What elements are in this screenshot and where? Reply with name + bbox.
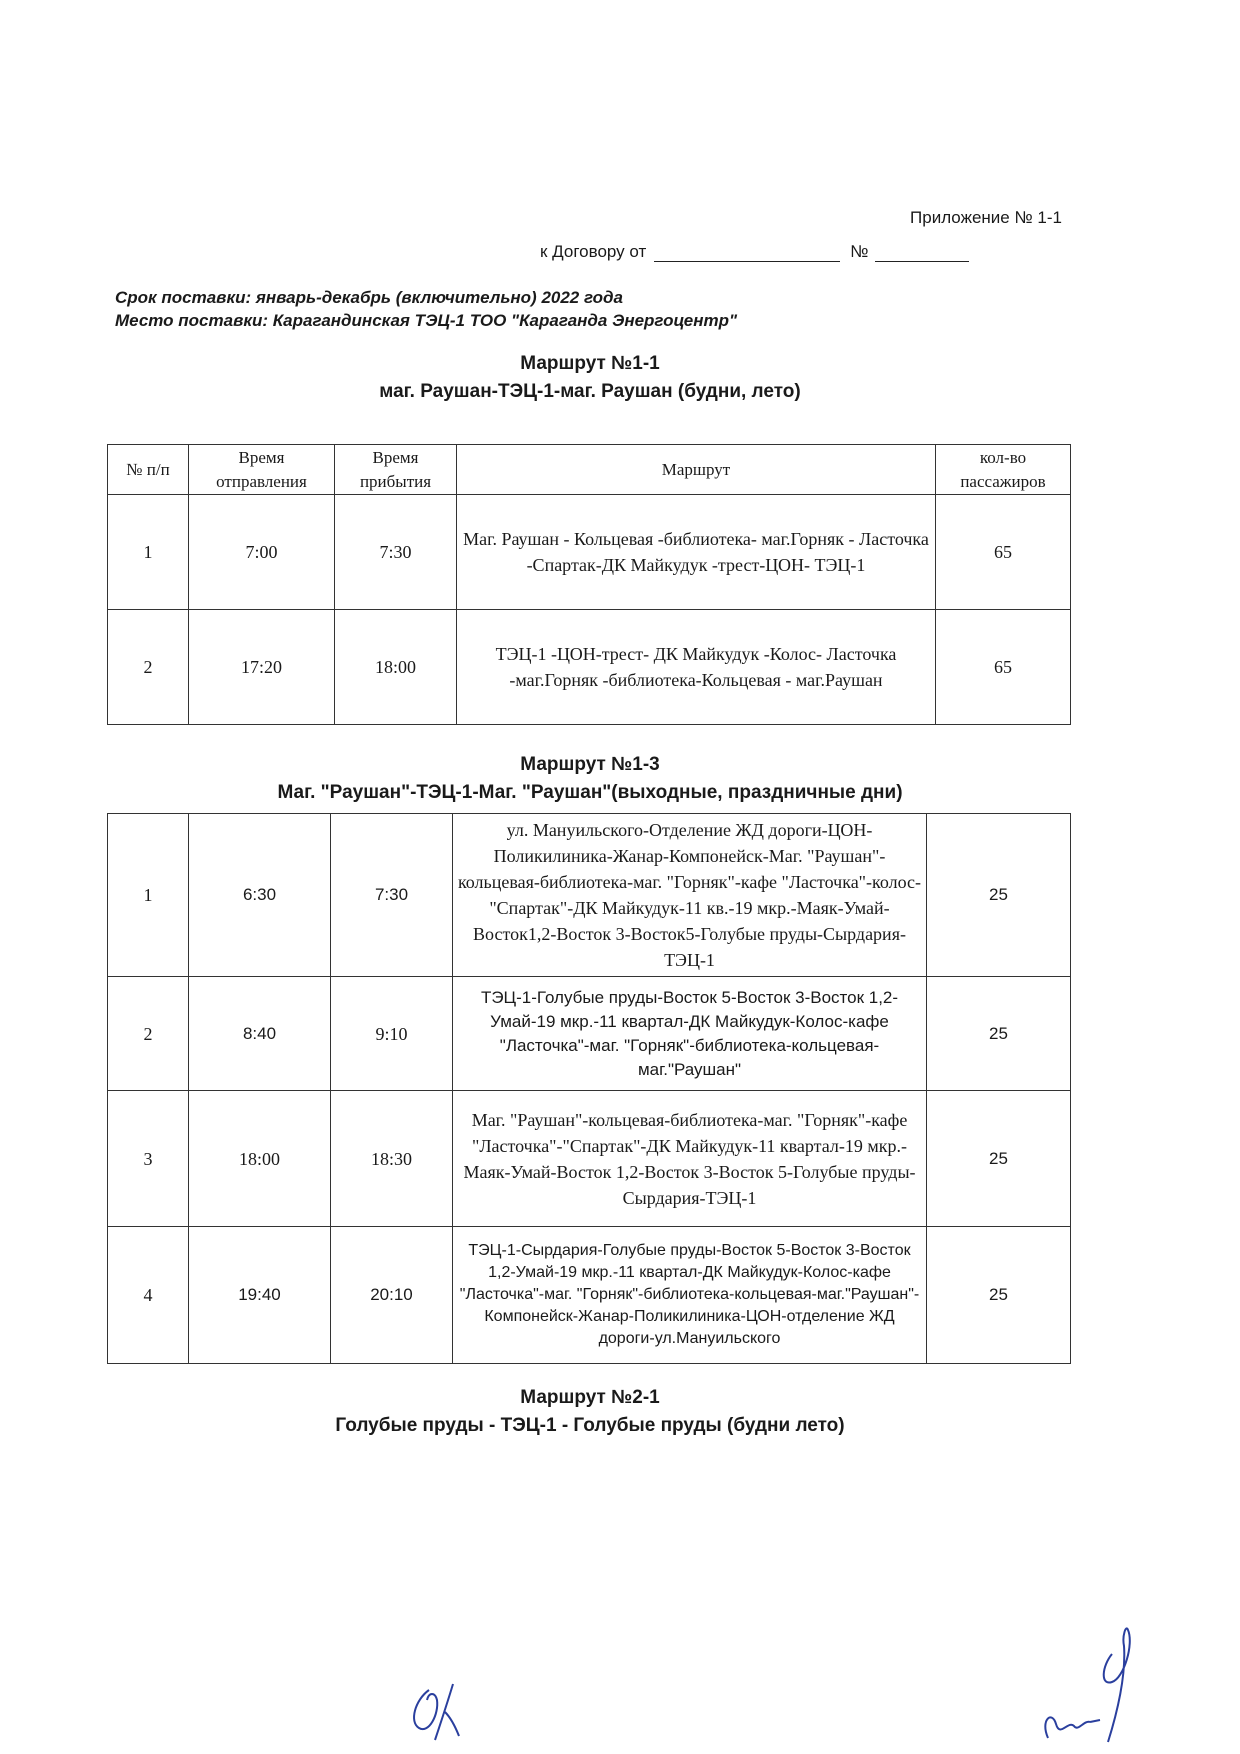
cell-passengers: 25 — [927, 1227, 1071, 1364]
cell-route: ул. Мануильского-Отделение ЖД дороги-ЦОН-Поликилиника-Жанар-Компонейск-Маг. "Раушан"-кольцевая-библиотека-маг. "Горняк"-кафе "Ласточка"-колос-"Спартак"-ДК Майкудук-11 кв.-19 мкр.-Маяк-Умай-Восток1,2-Восток 3-Восток5-Голубые пруды-Сырдария-ТЭЦ-1 — [453, 814, 927, 977]
route-2-1-title: Маршрут №2-1 — [520, 1387, 660, 1408]
col-header-arrival: Время прибытия — [335, 445, 457, 495]
cell-route: ТЭЦ-1 -ЦОН-трест- ДК Майкудук -Колос- Ласточка -маг.Горняк -библиотека-Кольцевая - маг.Раушан — [457, 610, 936, 725]
cell-arrival: 9:10 — [331, 977, 453, 1091]
col-header-num: № п/п — [108, 445, 189, 495]
route-1-3-heading — [0, 751, 1180, 807]
table-row — [108, 1091, 1071, 1227]
contract-date-blank — [654, 245, 840, 262]
col-header-departure: Время отправления — [189, 445, 335, 495]
contract-reference — [540, 242, 969, 262]
cell-passengers: 65 — [936, 610, 1071, 725]
cell-arrival: 18:00 — [335, 610, 457, 725]
table-row — [108, 495, 1071, 610]
cell-arrival: 18:30 — [331, 1091, 453, 1227]
cell-departure: 8:40 — [189, 977, 331, 1091]
cell-passengers: 65 — [936, 495, 1071, 610]
route-1-1-table — [107, 444, 1071, 725]
cell-passengers: 25 — [927, 977, 1071, 1091]
cell-num: 3 — [108, 1091, 189, 1227]
cell-departure: 6:30 — [189, 814, 331, 977]
cell-route: Маг. Раушан - Кольцевая -библиотека- маг.Горняк - Ласточка -Спартак-ДК Майкудук -трест-ЦОН- ТЭЦ-1 — [457, 495, 936, 610]
contract-number-blank — [875, 245, 969, 262]
table-header-row — [108, 445, 1071, 495]
table-row — [108, 610, 1071, 725]
cell-passengers: 25 — [927, 814, 1071, 977]
route-1-3-table — [107, 813, 1071, 1364]
table-row — [108, 1227, 1071, 1364]
cell-route: ТЭЦ-1-Голубые пруды-Восток 5-Восток 3-Восток 1,2-Умай-19 мкр.-11 квартал-ДК Майкудук-Колос-кафе "Ласточка"-маг. "Горняк"-библиотека-кольцевая-маг."Раушан" — [453, 977, 927, 1091]
route-1-1-heading — [0, 350, 1180, 406]
route-1-3-subtitle: Маг. "Раушан"-ТЭЦ-1-Маг. "Раушан"(выходные, праздничные дни) — [277, 782, 903, 803]
cell-num: 1 — [108, 814, 189, 977]
cell-num: 2 — [108, 610, 189, 725]
signature-right — [1032, 1620, 1144, 1746]
route-1-1-title: Маршрут №1-1 — [520, 353, 660, 374]
cell-num: 2 — [108, 977, 189, 1091]
route-2-1-subtitle: Голубые пруды - ТЭЦ-1 - Голубые пруды (будни лето) — [335, 1415, 845, 1436]
cell-departure: 7:00 — [189, 495, 335, 610]
cell-route: ТЭЦ-1-Сырдария-Голубые пруды-Восток 5-Восток 3-Восток 1,2-Умай-19 мкр.-11 квартал-ДК Майкудук-Колос-кафе "Ласточка"-маг. "Горняк"-библиотека-кольцевая-маг."Раушан"-Компонейск-Жанар-Поликилиника-ЦОН-отделение ЖД дороги-ул.Мануильского — [453, 1227, 927, 1364]
cell-num: 1 — [108, 495, 189, 610]
col-header-passengers: кол-во пассажиров — [936, 445, 1071, 495]
appendix-label: Приложение № 1-1 — [910, 208, 1062, 227]
cell-departure: 19:40 — [189, 1227, 331, 1364]
cell-num: 4 — [108, 1227, 189, 1364]
table-row — [108, 814, 1071, 977]
route-1-1-subtitle: маг. Раушан-ТЭЦ-1-маг. Раушан (будни, лето) — [379, 381, 801, 402]
cell-arrival: 7:30 — [335, 495, 457, 610]
delivery-place: Место поставки: Карагандинская ТЭЦ-1 ТОО "Караганда Энергоцентр" — [115, 311, 738, 330]
signature-left — [405, 1678, 475, 1744]
delivery-terms — [115, 286, 737, 332]
col-header-route: Маршрут — [457, 445, 936, 495]
route-2-1-heading — [0, 1384, 1180, 1440]
table-row — [108, 977, 1071, 1091]
contract-prefix: к Договору от — [540, 242, 647, 261]
delivery-period: Срок поставки: январь-декабрь (включительно) 2022 года — [115, 288, 623, 307]
cell-departure: 18:00 — [189, 1091, 331, 1227]
cell-arrival: 20:10 — [331, 1227, 453, 1364]
cell-departure: 17:20 — [189, 610, 335, 725]
cell-route: Маг. "Раушан"-кольцевая-библиотека-маг. "Горняк"-кафе "Ласточка"-"Спартак"-ДК Майкудук-11 квартал-19 мкр.-Маяк-Умай-Восток 1,2-Восток 3-Восток 5-Голубые пруды-Сырдария-ТЭЦ-1 — [453, 1091, 927, 1227]
contract-number-sign: № — [850, 242, 869, 261]
cell-passengers: 25 — [927, 1091, 1071, 1227]
route-1-3-title: Маршрут №1-3 — [520, 754, 660, 775]
cell-arrival: 7:30 — [331, 814, 453, 977]
